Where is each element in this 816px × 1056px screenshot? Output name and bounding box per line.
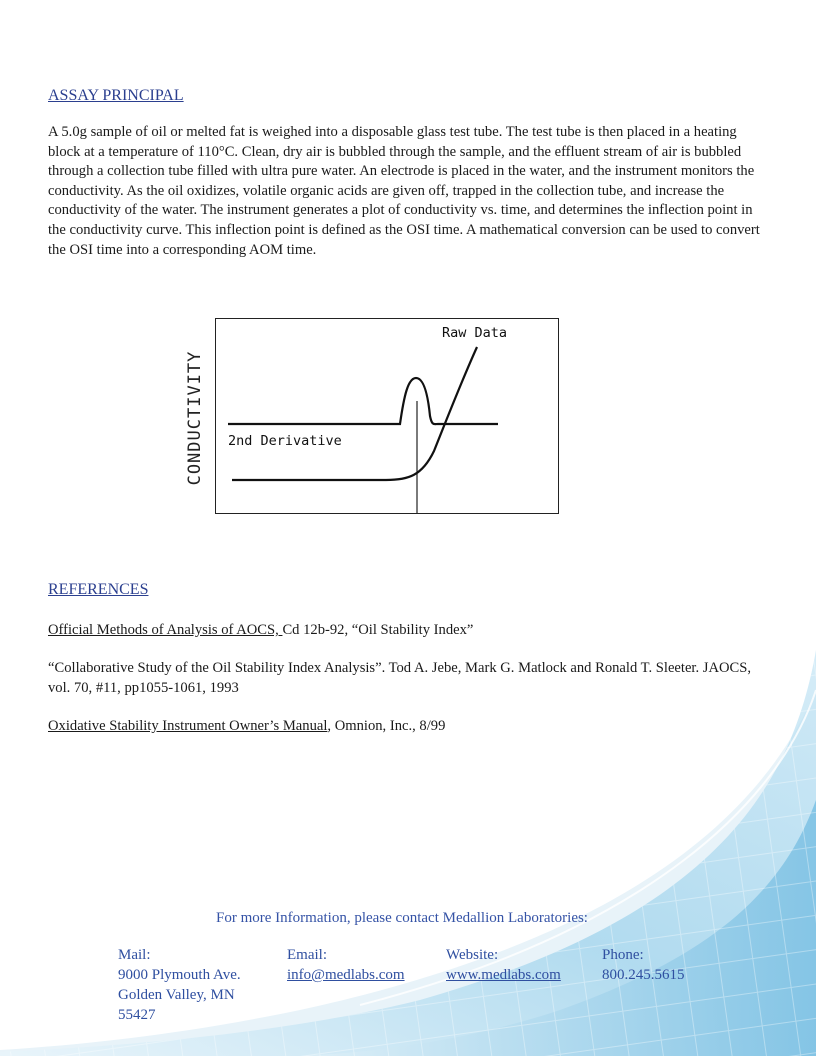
email-link[interactable]: info@medlabs.com bbox=[287, 967, 405, 983]
mail-line-1: 9000 Plymouth Ave. bbox=[118, 967, 241, 983]
second-derivative-curve bbox=[228, 378, 498, 424]
figure-ylabel: CONDUCTIVITY bbox=[185, 350, 205, 486]
email-label: Email: bbox=[287, 947, 327, 963]
reference-3-rest: , Omnion, Inc., 8/99 bbox=[327, 718, 446, 734]
reference-3-title: Oxidative Stability Instrument Owner’s Manual bbox=[48, 718, 328, 734]
website-label: Website: bbox=[446, 947, 499, 963]
conductivity-figure bbox=[186, 316, 560, 516]
reference-1 bbox=[48, 621, 770, 641]
contact-title: For more Information, please contact Medallion Laboratories: bbox=[216, 910, 588, 926]
assay-paragraph: A 5.0g sample of oil or melted fat is weighed into a disposable glass test tube. The test tube is then placed in a heating block at a temperature of 110°C. Clean, dry air is bubbled through the sample, and the effluent stream of air is bubbled through a collection tube filled with ultra pure water. An electrode is placed in the water, and the instrument monitors the conductivity. As the oil oxidizes, volatile organic acids are given off, trapped in the collection tube, and increase the conductivity of the water. The instrument generates a plot of conductivity vs. time, and determines the inflection point in the conductivity curve. This inflection point is defined as the OSI time. A mathematical conversion can be used to convert the OSI time into a corresponding AOM time. bbox=[48, 124, 760, 258]
figure-curves bbox=[186, 316, 560, 516]
reference-2: “Collaborative Study of the Oil Stability Index Analysis”. Tod A. Jebe, Mark G. Matlock and Ronald T. Sleeter. JAOCS, vol. 70, #11, pp1055-1061, 1993 bbox=[48, 660, 752, 696]
raw-data-label: Raw Data bbox=[442, 325, 508, 341]
references-heading: REFERENCES bbox=[48, 581, 149, 598]
raw-data-curve bbox=[232, 347, 477, 480]
reference-3 bbox=[48, 717, 770, 737]
phone-number: 800.245.5615 bbox=[602, 967, 685, 983]
website-link[interactable]: www.medlabs.com bbox=[446, 967, 561, 983]
mail-line-2: Golden Valley, MN bbox=[118, 987, 235, 1003]
mail-label: Mail: bbox=[118, 947, 151, 963]
reference-1-title: Official Methods of Analysis of AOCS, bbox=[48, 622, 283, 638]
reference-1-rest: Cd 12b-92, “Oil Stability Index” bbox=[282, 622, 474, 638]
phone-label: Phone: bbox=[602, 947, 644, 963]
assay-heading: ASSAY PRINCIPAL bbox=[48, 87, 184, 104]
mail-line-3: 55427 bbox=[118, 1007, 156, 1023]
derivative-label: 2nd Derivative bbox=[228, 433, 342, 449]
